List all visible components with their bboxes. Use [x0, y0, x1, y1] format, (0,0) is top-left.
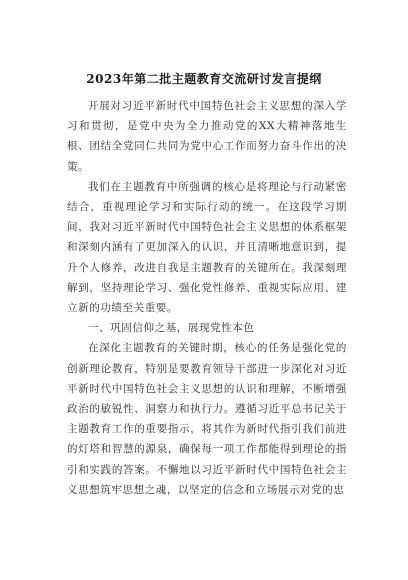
section-paragraph: 在深化主题教育的关键时期，核心的任务是强化党的创新理论教育，特别是要教育领导干部进一步深化对习近平新时代中国特色社会主义思想的认识和理解，不断增强政治的敏锐性、洞察力和执行力。遵循习近平总书记关于主题教育工作的重要指示，将其作为新时代指引我们前进的灯塔和智慧的源泉，确保每一项工作都能得到理论的指引和实践的答案。不懈地以习近平新时代中国特色社会主义思想筑牢思想之魂，以坚定的信念和立场展示对党的忠 [67, 342, 347, 496]
section-heading: 一、巩固信仰之基，展现党性本色 [88, 322, 255, 335]
document-title: 2023年第二批主题教育交流研讨发言提纲 [86, 72, 322, 86]
document-body [67, 96, 347, 500]
body-paragraph: 我们在主题教育中所强调的核心是将理论与行动紧密结合，重视理论学习和实际行动的统一。在这段学习期间，我对习近平新时代中国特色社会主义思想的体系框架和深刻内涵有了更加深入的认识，并且清晰地意识到，提升个人修养，改进自我是主题教育的关键所在。我深刻理解到，坚持理论学习、强化党性修养、重视实际应用、建立新的功绩至关重要。 [67, 180, 347, 315]
intro-paragraph: 开展对习近平新时代中国特色社会主义思想的深入学习和贯彻，是党中央为全力推动党的XX大精神落地生根、团结全党同仁共同为党中心工作而努力奋斗作出的决策。 [67, 100, 347, 173]
